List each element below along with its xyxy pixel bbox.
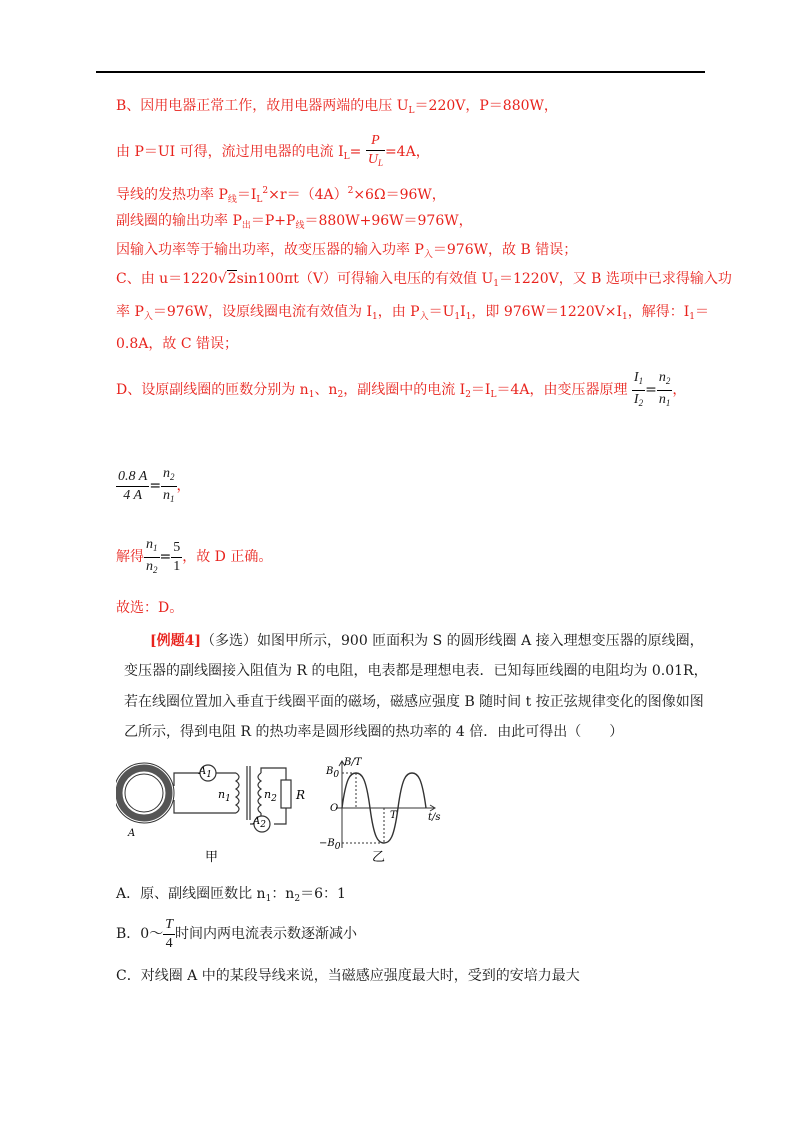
example-line2: 变压器的副线圈接入阻值为 R 的电阻，电表都是理想电表．已知每匝线圈的电阻均为 0.01R， [124,663,708,679]
fraction-08a-over-4a: $\frac{0.8 A}{4 A}$ [118,468,148,503]
example-line3: 若在线圈位置加入垂直于线圈平面的磁场，磁感应强度 B 随时间 t 按正弦规律变化的图像如图 [124,694,704,710]
fraction-5-over-1: $\frac{5}{1}$ [173,539,181,574]
coil-label: A [128,828,136,839]
header-rule [96,71,705,73]
solution-b-line4: 副线圈的输出功率 $P_出=P+P_线=880W+96W=976W$， [116,213,473,231]
fraction-p-over-ul: $\frac{P}{U_L}$ [367,133,383,168]
fraction-t-over-4: $\frac{T}{4}$ [165,916,173,951]
circular-coil [119,768,169,818]
equation-ratio: $\frac{0.8 A}{4 A}$ = $\frac{n_2}{n_1}$ ， [116,464,191,508]
fraction-i1-over-i2: $\frac{I_1}{I_2}$ [633,369,644,408]
meter2-label: $A_2$ [253,816,266,830]
sqrt-symbol: √2 [217,271,237,287]
meter1-label: $A_1$ [199,766,212,780]
t-label: T [390,810,397,821]
solution-result: 解得 $\frac{n_1}{n_2}$ = $\frac{5}{1}$ ，故 D 正确。 [116,535,272,579]
solution-c-line2: 率 $P_入=976W$，设原线圈电流有效值为 $I_1$，由 $P_入=U_1I_1$，即 $976W=1220V\times I_1$，解得：$I_1=$ [116,304,709,322]
solution-c-line3: 0.8A，故 C 错误； [116,336,238,352]
example-line4: 乙所示，得到电阻 R 的热功率是圆形线圈的热功率的 4 倍．由此可得出（ ） [124,724,624,740]
resistor-r [281,780,291,808]
solution-b-line5: 因输入功率等于输出功率，故变压器的输入功率 $P_入=976W$，故 B 错误； [116,242,578,260]
caption-yi: 乙 [372,850,386,865]
x-axis-label: t/s [428,812,441,823]
option-c: C．对线圈 A 中的某段导线来说，当磁感应强度最大时，受到的安培力最大 [116,968,580,984]
example-line1: [例题4]（多选）如图甲所示，900 匝面积为 S 的圆形线圈 A 接入理想变压器的原线圈， [150,633,704,649]
caption-jia: 甲 [205,850,219,865]
fraction-n1-over-n2: $\frac{n_1}{n_2}$ [146,536,158,575]
r-label: R [296,788,306,802]
solution-b-line1: B、因用电器正常工作，故用电器两端的电压 $U_L=220V$，P＝880W， [116,98,558,116]
neg-b0-label: $-B_0$ [319,838,341,852]
secondary-winding [258,773,261,813]
option-a: A．原、副线圈匝数比 $n_1$：$n_2=6$：1 [116,886,346,904]
example-title: [例题4] [150,633,201,649]
n2-label: $n_2$ [264,788,277,804]
solution-b-line3: 导线的发热功率 $P_线=I_L^2\times r=(4A)^2\times 6\Omega=96W$， [116,186,446,205]
option-b: B．0～ $\frac{T}{4}$ 时间内两电流表示数逐渐减小 [116,916,357,951]
fraction-n2-over-n1: $\frac{n_2}{n_1}$ [658,369,671,408]
b0-label: $B_0$ [326,766,340,780]
origin-label: O [330,803,339,814]
solution-c-line1: C、由 u＝1220√2sin100πt（V）可得输入电压的有效值 $U_1=1220V$，又 B 选项中已求得输入功 [116,271,732,289]
y-axis-label: B/T [344,757,362,768]
solution-d-line1: D、设原副线圈的匝数分别为 $n_1$、$n_2$，副线圈中的电流 $I_2=I_L=4A$，由变压器原理 $\frac{I_1}{I_2}$ = $\frac{n_2}{n_1}$ ， [116,368,686,417]
answer-line: 故选：D。 [116,600,184,616]
fraction-n2-over-n1-b: $\frac{n_2}{n_1}$ [163,465,175,504]
n1-label: $n_1$ [218,788,231,804]
primary-winding [236,773,239,813]
solution-b-line2: 由 P＝UI 可得，流过用电器的电流 $I_L=$ $\frac{P}{U_L}$ =4A， [116,132,430,177]
